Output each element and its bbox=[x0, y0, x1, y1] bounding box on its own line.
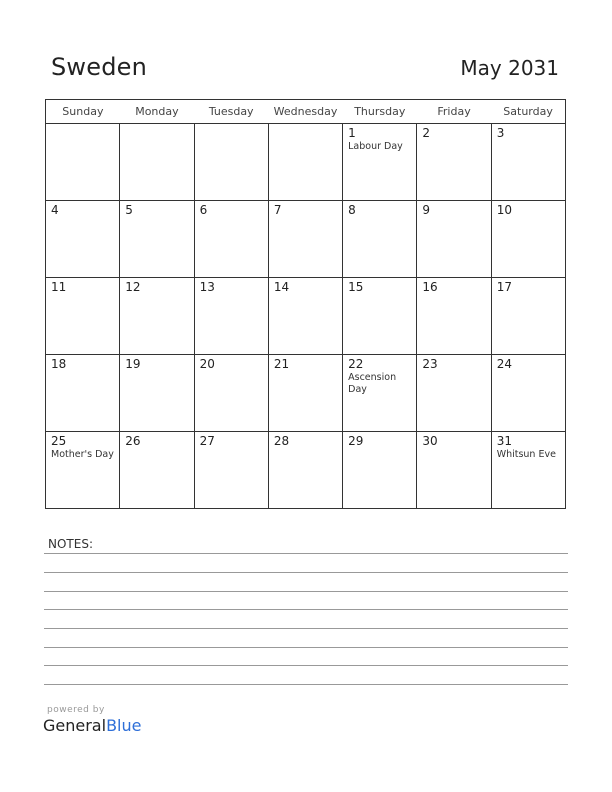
day-number: 17 bbox=[496, 280, 512, 294]
day-number: 30 bbox=[422, 434, 438, 448]
day-number: 21 bbox=[273, 357, 290, 371]
day-cell bbox=[343, 432, 417, 509]
day-cell bbox=[268, 355, 342, 432]
day-number: 18 bbox=[51, 357, 67, 371]
day-cell bbox=[194, 278, 268, 355]
notes-label: NOTES: bbox=[48, 537, 93, 551]
day-cell bbox=[491, 278, 565, 355]
note-line bbox=[44, 572, 568, 573]
day-cell bbox=[46, 278, 120, 355]
note-line bbox=[44, 684, 568, 685]
weekday-header: Thursday bbox=[343, 100, 417, 124]
day-number: 13 bbox=[199, 280, 215, 294]
day-number: 23 bbox=[422, 357, 438, 371]
weekday-header: Friday bbox=[417, 100, 491, 124]
day-cell bbox=[46, 432, 120, 509]
calendar-grid bbox=[45, 99, 566, 509]
note-line bbox=[44, 591, 568, 592]
week-row bbox=[46, 278, 566, 355]
day-number: 12 bbox=[125, 280, 141, 294]
day-cell bbox=[120, 124, 194, 201]
day-cell bbox=[343, 201, 417, 278]
day-cell bbox=[194, 201, 268, 278]
day-cell bbox=[417, 432, 491, 509]
day-number: 26 bbox=[125, 434, 141, 448]
weekday-header: Wednesday bbox=[268, 100, 342, 124]
note-line bbox=[44, 553, 568, 554]
week-row bbox=[46, 355, 566, 432]
day-number: 7 bbox=[273, 203, 282, 217]
day-number: 5 bbox=[125, 203, 133, 217]
holiday-label: Labour Day bbox=[348, 141, 403, 152]
day-cell bbox=[120, 432, 194, 509]
day-cell bbox=[491, 355, 565, 432]
brand-blue: Blue bbox=[106, 716, 142, 735]
day-cell bbox=[120, 201, 194, 278]
week-row bbox=[46, 432, 566, 509]
day-number: 3 bbox=[496, 126, 505, 140]
day-number: 9 bbox=[422, 203, 431, 217]
day-cell bbox=[194, 432, 268, 509]
day-cell bbox=[491, 432, 565, 509]
weekday-header: Tuesday bbox=[194, 100, 268, 124]
day-number: 16 bbox=[422, 280, 438, 294]
day-number: 14 bbox=[273, 280, 290, 294]
day-number: 27 bbox=[199, 434, 215, 448]
day-cell bbox=[120, 278, 194, 355]
day-cell bbox=[268, 278, 342, 355]
day-number: 11 bbox=[51, 280, 67, 294]
day-cell bbox=[417, 355, 491, 432]
holiday-label: Ascension Day bbox=[348, 372, 397, 395]
day-number: 1 bbox=[348, 126, 356, 140]
day-cell bbox=[491, 201, 565, 278]
day-cell bbox=[268, 124, 342, 201]
day-cell bbox=[343, 278, 417, 355]
day-cell bbox=[417, 124, 491, 201]
day-cell bbox=[343, 355, 417, 432]
day-number: 15 bbox=[348, 280, 364, 294]
day-number: 2 bbox=[422, 126, 431, 140]
note-line bbox=[44, 647, 568, 648]
weekday-header: Sunday bbox=[46, 100, 120, 124]
day-cell bbox=[194, 355, 268, 432]
day-number: 29 bbox=[348, 434, 364, 448]
week-row bbox=[46, 124, 566, 201]
day-number: 22 bbox=[348, 357, 364, 371]
week-row bbox=[46, 201, 566, 278]
day-cell bbox=[417, 201, 491, 278]
day-number: 10 bbox=[496, 203, 512, 217]
day-cell bbox=[268, 201, 342, 278]
day-cell bbox=[46, 124, 120, 201]
day-number: 31 bbox=[496, 434, 512, 448]
day-cell bbox=[46, 355, 120, 432]
weekday-header-row bbox=[46, 100, 566, 124]
powered-by-text: powered by bbox=[47, 705, 105, 715]
day-cell bbox=[268, 432, 342, 509]
note-line bbox=[44, 628, 568, 629]
day-cell bbox=[194, 124, 268, 201]
day-number: 6 bbox=[199, 203, 208, 217]
day-cell bbox=[46, 201, 120, 278]
day-cell bbox=[491, 124, 565, 201]
note-line bbox=[44, 665, 568, 666]
day-number: 24 bbox=[496, 357, 512, 371]
month-title: May 2031 bbox=[460, 56, 559, 80]
day-number: 28 bbox=[273, 434, 290, 448]
holiday-label: Whitsun Eve bbox=[496, 449, 556, 460]
day-cell bbox=[417, 278, 491, 355]
brand-general: General bbox=[43, 716, 107, 735]
day-number: 20 bbox=[199, 357, 215, 371]
note-line bbox=[44, 609, 568, 610]
country-title: Sweden bbox=[51, 53, 148, 81]
day-cell bbox=[120, 355, 194, 432]
weekday-header: Saturday bbox=[491, 100, 565, 124]
holiday-label: Mother's Day bbox=[51, 449, 114, 460]
weekday-header: Monday bbox=[120, 100, 194, 124]
day-number: 25 bbox=[51, 434, 67, 448]
day-number: 4 bbox=[51, 203, 59, 217]
day-number: 19 bbox=[125, 357, 141, 371]
day-number: 8 bbox=[348, 203, 356, 217]
brand-logo bbox=[43, 716, 141, 735]
day-cell bbox=[343, 124, 417, 201]
